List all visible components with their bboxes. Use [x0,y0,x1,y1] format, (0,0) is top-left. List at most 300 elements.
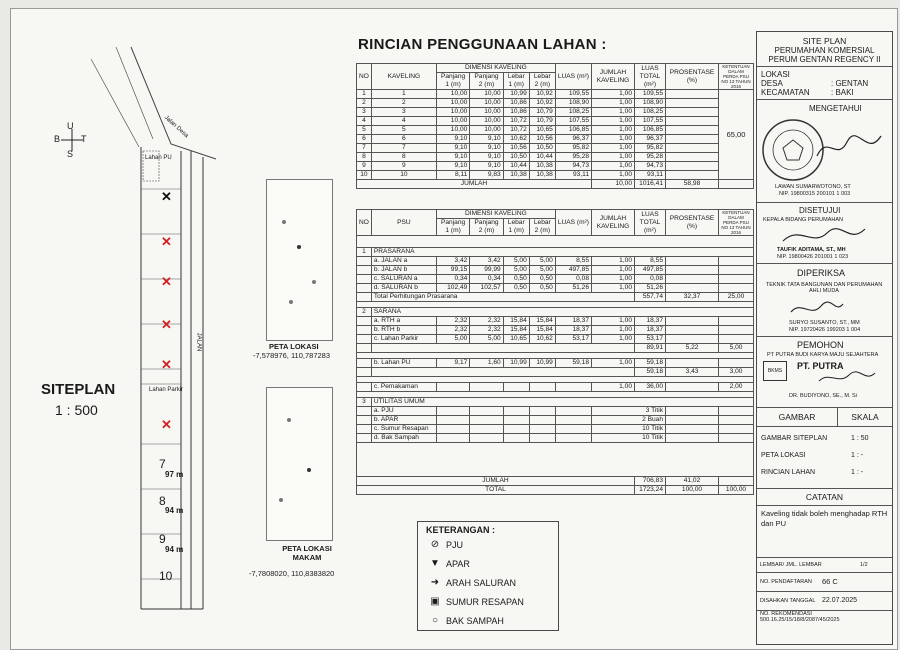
table-cell: 1,00 [592,326,635,335]
table-row [357,153,754,162]
table-cell: 1,00 [592,257,635,266]
table-cell [503,416,529,425]
table-cell: 10,92 [529,99,555,108]
total-prosentase: 100,00 [666,486,719,495]
table-row [357,126,754,135]
table-cell [666,126,719,135]
table-cell: 10 [357,171,372,180]
table-cell: b. JALAN b [371,266,436,275]
table-cell: 10,72 [503,117,529,126]
table-cell: 18,37 [635,326,666,335]
table-cell [436,407,469,416]
col-header: KETENTUAN DALAM PERDA PSU NO 13 TAHUN 2016 [719,210,754,236]
table-row [357,90,754,99]
table-cell [503,425,529,434]
table-cell [357,284,372,293]
compass-west: B [54,134,61,144]
plot-number: 7 [159,457,166,471]
table-cell: 10,00 [436,126,469,135]
table-cell [666,135,719,144]
table-cell [357,335,372,344]
pju-icon: ⊘ [430,539,440,550]
cemetery-map [266,387,333,541]
table-cell: 9 [357,162,372,171]
table-cell: 9,10 [436,135,469,144]
kecamatan-row: KECAMATAN : BAKI [757,88,892,100]
col-header: KETENTUAN DALAM PERDA PSU NO 13 TAHUN 2016 [719,64,754,90]
table-cell [529,416,555,425]
table-cell: 2,32 [436,326,469,335]
table-cell: a. JALAN a [371,257,436,266]
table-cell [666,416,719,425]
prasarana-ketentuan: 25,00 [719,293,754,302]
table-cell: 5,00 [436,335,469,344]
table-cell [503,407,529,416]
table-cell: 9,10 [470,153,503,162]
table-cell: 10,38 [529,171,555,180]
catatan-title: CATATAN [757,489,892,506]
table-cell: 10,00 [436,117,469,126]
legend-item [424,554,558,573]
table-row [357,425,754,434]
table-cell: 10,50 [529,144,555,153]
table-cell: 2,32 [470,317,503,326]
plot-number: 8 [159,494,166,508]
table-cell: 10,00 [470,126,503,135]
table-cell: 10,00 [470,117,503,126]
table-row [357,326,754,335]
table-cell: 1,00 [592,117,635,126]
table-cell: 94,73 [635,162,666,171]
table-cell [719,416,754,425]
table-cell [357,434,372,443]
table-cell: 3 Titik [592,407,666,416]
table-cell: 10,79 [529,117,555,126]
gambar-name: PETA LOKASI [761,452,806,459]
table-cell: 109,55 [635,90,666,99]
lahan-pu-ketentuan: 3,00 [719,368,754,377]
table-cell: 2,32 [470,326,503,335]
compass-east: T [81,134,87,144]
sarana-sub-luas: 89,91 [635,344,666,353]
prasarana-total-label: Total Perhitungan Prasarana [371,293,634,302]
total-prosentase: 58,98 [666,180,719,189]
table-row: b. Lahan PU 9,17 1,60 10,99 10,99 59,18 1,00 59,18 [357,359,754,368]
table-cell: 497,85 [635,266,666,275]
col-header: PROSENTASE (%) [666,210,719,236]
prasarana-total-luas: 557,74 [635,293,666,302]
col-header: KAVELING [371,64,436,90]
plot-number: 9 [159,532,166,546]
table-cell [719,266,754,275]
table-cell [555,407,591,416]
table-cell: 9,83 [470,171,503,180]
lahan-parkir-label: Lahan Parkir [149,387,184,393]
table-cell [719,275,754,284]
table-cell: 51,26 [635,284,666,293]
table-cell [666,108,719,117]
table-cell: 9,10 [436,153,469,162]
table-cell [529,425,555,434]
table-cell [666,90,719,99]
table-cell: c. Sumur Resapan [371,425,436,434]
table-row [357,108,754,117]
table-cell: 3,42 [470,257,503,266]
table-cell [470,425,503,434]
cross-mark-icon: ✕ [161,189,172,204]
gambar-row [757,430,892,447]
table-row [357,266,754,275]
legend-label: ARAH SALURAN [446,577,517,588]
rekomendasi-row: NO. REKOMENDASI 500.16.25/15/18/8/2087/45/2025 [760,611,840,623]
table-row [357,275,754,284]
table-cell: 15,84 [503,326,529,335]
lembar-row: LEMBAR/ JML. LEMBAR 1/2 [757,558,892,573]
table-cell [666,153,719,162]
mengetahui-section: MENGETAHUI LAWAN SUMARWOTONO, ST NIP. 19800315 200101 1 003 [757,100,892,203]
table-cell: 10 Titik [592,434,666,443]
table-cell: 10,79 [529,108,555,117]
table-cell: 1,00 [592,266,635,275]
table-cell [666,425,719,434]
table-cell: 8 [357,153,372,162]
table-cell [666,317,719,326]
table-cell: 2 Buah [592,416,666,425]
table-cell [357,275,372,284]
table-cell: 0,34 [436,275,469,284]
table-cell: 15,84 [503,317,529,326]
table-cell: 10,50 [503,153,529,162]
table-cell: a. RTH a [371,317,436,326]
title-block [756,31,893,645]
jumlah-prosentase: 41,02 [666,477,719,486]
table-cell: 3 [371,108,436,117]
bak-icon: ○ [431,615,439,626]
gambar-header-row: GAMBAR SKALA [757,408,892,427]
table-cell: 2 [357,99,372,108]
map-pin-icon [312,280,316,284]
table-cell: 2 [371,99,436,108]
table-cell [555,425,591,434]
table-cell: 1,00 [592,135,635,144]
col-header: LUAS (m²) [555,210,591,236]
table-cell: 1,00 [592,126,635,135]
tanggal-row: DISAHKAN TANGGAL 22.07.2025 [757,592,892,611]
legend-label: PJU [446,539,464,550]
table-cell [470,407,503,416]
table-cell [436,416,469,425]
table-cell: 10 Titik [592,425,666,434]
table-cell: 9 [371,162,436,171]
table-cell [529,407,555,416]
table-cell [436,434,469,443]
signature-icon [787,298,847,320]
company-logo-icon: BKMS [763,361,787,381]
table-cell: 0,50 [529,284,555,293]
cross-mark-icon: ✕ [161,274,172,289]
col-header: NO [357,64,372,90]
table-row [357,162,754,171]
total-ketentuan: 100,00 [719,486,754,495]
table-cell: 1,00 [592,317,635,326]
table-cell [357,416,372,425]
table-cell: 9,10 [436,144,469,153]
total-luas: 1016,41 [635,180,666,189]
total-label: TOTAL [357,486,635,495]
col-header: Panjang 2 (m) [470,219,503,236]
gambar-name: GAMBAR SITEPLAN [761,435,828,442]
col-header: Lebar 1 (m) [503,219,529,236]
table-cell: 53,17 [555,335,591,344]
table-cell: d. Bak Sampah [371,434,436,443]
table-cell [666,144,719,153]
col-header: PROSENTASE (%) [666,64,719,90]
table-cell: 4 [371,117,436,126]
table-cell [666,407,719,416]
table-cell [666,335,719,344]
table-cell: 10,62 [529,335,555,344]
table-cell: 10,38 [503,171,529,180]
table-cell [666,266,719,275]
legend-title: KETERANGAN : [426,525,495,535]
table-cell: 15,84 [529,326,555,335]
lahan-pu-sub-prosentase: 3,43 [666,368,719,377]
table-cell: 5 [371,126,436,135]
ketentuan-value: 65,00 [719,90,754,180]
table-row [357,434,754,443]
table-cell: 5,00 [503,257,529,266]
table-cell: 10,56 [529,135,555,144]
section-no: 2 [357,308,372,317]
table-cell: 96,37 [635,135,666,144]
section-label: SARANA [371,308,753,317]
map-pin-icon [282,220,286,224]
table-cell: 6 [371,135,436,144]
table-cell [436,425,469,434]
section-label: UTILITAS UMUM [371,398,753,407]
legend-label: APAR [446,558,470,569]
table-cell [666,275,719,284]
total-label: JUMLAH [357,180,592,189]
compass-north: U [67,121,74,131]
table-cell [357,407,372,416]
table-cell: 5,00 [503,266,529,275]
lahan-pu-label: Lahan PU [145,155,172,161]
table-cell: 10,00 [436,108,469,117]
table-cell: 6 [357,135,372,144]
table-cell: 18,37 [555,317,591,326]
table-cell: 8 [371,153,436,162]
table-cell: c. Lahan Parkir [371,335,436,344]
table-cell: 1,00 [592,153,635,162]
table-cell: a. PJU [371,407,436,416]
table-cell: 1,00 [592,335,635,344]
plot-number: 10 [159,569,173,583]
table-cell: 15,84 [529,317,555,326]
table-cell [666,171,719,180]
lokasi-label: LOKASI [761,70,790,79]
table-row [357,407,754,416]
table-row [357,317,754,326]
legend-item [424,573,558,592]
legend-label: SUMUR RESAPAN [446,596,524,607]
cross-mark-icon: ✕ [161,417,172,432]
table-cell [719,326,754,335]
table-cell: 102,49 [436,284,469,293]
jalan-label: JALAN [195,332,202,352]
table-cell: 0,50 [503,275,529,284]
table-cell [357,317,372,326]
legend-item [424,611,558,630]
psu-table [356,209,754,495]
table-cell: 2,32 [436,317,469,326]
table-cell: 10,65 [503,335,529,344]
diperiksa-section: DIPERIKSA TEKNIK TATA BANGUNAN DAN PERUMAHAN AHLI MUDA SURYO SUSANTO, ST., MM NIP. 19720426 199203 1 004 [757,264,892,337]
table-cell: 497,85 [555,266,591,275]
apar-icon: ▼ [430,558,440,569]
sarana-ketentuan: 5,00 [719,344,754,353]
table-cell: 0,50 [529,275,555,284]
gambar-name: RINCIAN LAHAN [761,469,816,476]
legend-label: BAK SAMPAH [446,615,504,626]
legend-item [424,592,558,611]
page-title: RINCIAN PENGGUNAAN LAHAN : [358,36,607,53]
table-cell: 8,11 [436,171,469,180]
table-cell: 108,25 [555,108,591,117]
legend-box [417,521,559,631]
col-header: DIMENSI KAVELING [436,64,555,73]
table-cell [666,257,719,266]
total-luas: 1723,24 [635,486,666,495]
table-cell: 0,08 [555,275,591,284]
table-row [357,135,754,144]
table-cell: 1,00 [592,108,635,117]
table-row [357,416,754,425]
table-cell: 5,00 [470,335,503,344]
col-header: JUMLAH KAVELING [592,64,635,90]
table-cell: 10,72 [503,126,529,135]
table-cell: 5,00 [529,266,555,275]
sarana-sub-prosentase: 5,22 [666,344,719,353]
lahan-pu-sub-luas: 59,18 [635,368,666,377]
sumur-icon: ▣ [430,596,440,607]
gambar-row [757,464,892,481]
table-cell: 1,00 [592,90,635,99]
table-cell: 10,38 [529,162,555,171]
location-map-coord: -7,578976, 110,787283 [253,351,331,360]
table-cell: 94,73 [555,162,591,171]
table-cell: 99,99 [470,266,503,275]
table-row [357,257,754,266]
table-cell: 10,99 [503,90,529,99]
table-cell: 8,55 [555,257,591,266]
table-cell: 99,15 [436,266,469,275]
table-row [357,99,754,108]
table-cell: c. SALURAN a [371,275,436,284]
table-cell: 0,34 [470,275,503,284]
col-header: Panjang 1 (m) [436,219,469,236]
document-sheet [10,8,898,650]
table-cell: 1,00 [592,284,635,293]
plot-dimension: 94 m [165,545,184,554]
col-header: JUMLAH KAVELING [592,210,635,236]
pemohon-section: PEMOHON PT PUTRA BUDI KARYA MAJU SEJAHTERA BKMS PT. PUTRA DR. BUDIYONO, SE., M. Si [757,337,892,408]
table-cell: 106,85 [635,126,666,135]
table-cell: 93,11 [635,171,666,180]
table-cell: b. RTH b [371,326,436,335]
table-cell: 53,17 [635,335,666,344]
table-cell [719,335,754,344]
section-label: PRASARANA [371,248,753,257]
table-cell: b. APAR [371,416,436,425]
table-cell: 10,65 [529,126,555,135]
table-cell: 95,82 [555,144,591,153]
signature-icon [815,128,885,168]
table-row: c. Pemakaman 1,00 36,00 2,00 [357,383,754,392]
table-cell [555,416,591,425]
jumlah-luas: 706,83 [635,477,666,486]
table-cell: 10 [371,171,436,180]
table-cell [666,99,719,108]
col-header: Panjang 1 (m) [436,73,469,90]
table-cell: 3 [357,108,372,117]
table-cell: 10,56 [503,144,529,153]
siteplan-scale: 1 : 500 [55,402,98,418]
col-header: Lebar 1 (m) [503,73,529,90]
table-cell [719,284,754,293]
col-header: DIMENSI KAVELING [436,210,555,219]
table-cell: 95,28 [555,153,591,162]
cross-mark-icon: ✕ [161,234,172,249]
section-no: 3 [357,398,372,407]
cemetery-map-coord: -7,7808020, 110,8383820 [249,569,335,578]
table-cell [666,162,719,171]
table-cell [719,407,754,416]
table-cell: 107,55 [555,117,591,126]
signature-icon [817,369,877,387]
col-header: LUAS TOTAL (m²) [635,64,666,90]
table-row [357,117,754,126]
table-cell [470,416,503,425]
table-cell: 10,86 [503,108,529,117]
plot-dimension: 94 m [165,506,184,515]
disetujui-section: DISETUJUI KEPALA BIDANG PERUMAHAN TAUFIK ADITAMA, ST., MH NIP. 19800426 201001 1 023 [757,203,892,264]
table-cell: 1 [371,90,436,99]
table-cell: 5 [357,126,372,135]
table-cell: 8,55 [635,257,666,266]
gambar-scale: 1 : - [851,452,864,459]
col-header: LUAS TOTAL (m²) [635,210,666,236]
table-cell [503,434,529,443]
legend-item [424,535,558,554]
table-cell: 10,00 [470,108,503,117]
table-row [357,171,754,180]
table-cell: 7 [371,144,436,153]
table-cell: 51,26 [555,284,591,293]
col-header: Panjang 2 (m) [470,73,503,90]
table-cell: 10,00 [470,90,503,99]
table-cell: 0,50 [503,284,529,293]
compass-south: S [67,149,74,159]
table-cell: 9,10 [470,162,503,171]
table-cell: 1,00 [592,171,635,180]
kaveling-table [356,63,754,189]
table-cell [719,434,754,443]
table-cell [666,434,719,443]
map-pin-icon [287,418,291,422]
project-line-2: PERUM GENTAN REGENCY II [757,55,892,67]
table-cell: 106,85 [555,126,591,135]
